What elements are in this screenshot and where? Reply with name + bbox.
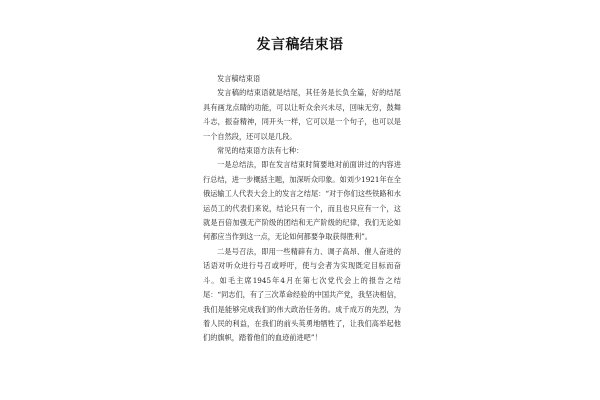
paragraph-intro: 发言稿的结束语就是结尾，其任务是长负全篇，好的结尾具有画龙点睛的功能，可以让听众余兴未尽，回味无穷，鼓舞斗志，振奋精神，同开头一样，它可以是一个句子，也可以是一个自然段，还可以是几段。	[203, 88, 401, 141]
paragraph-methods-heading: 常见的结束语方法有七种：	[217, 146, 304, 156]
document-title: 发言稿结束语	[256, 37, 344, 53]
paragraph-summary-method: 一是总结法，即在发言结束时简要地对前面讲过的内容进行总结，进一步概括主题，加深听众印象。如刘少1921年在全俄运输工人代表大会上的发言之结尾：“对于你们这些铁路和水运员工的代表们来说，结论只有一个，而且也只应有一个，这就是百倍加强无产阶级的团结和无产阶级的纪律，我们无论如何都应当作到这一点，无论如何都要争取获得胜利”。	[203, 160, 401, 242]
document-body	[203, 72, 401, 346]
paragraph-appeal-method: 二是号召法，即用一些精辟有力、调子高昂、催人奋进的话语对听众进行号召或呼吁，使与会者为实现既定目标而奋斗。如毛主席1945年4月在第七次党代会上的报告之结尾：“同志们，有了三次革命经验的中国共产党，我坚决相信，我们是能够完成我们的伟大政治任务的。成千成万的先烈，为着人民的利益，在我们的前头英勇地牺牲了，让我们高举起他们的旗帜，踏着他们的血迹前进吧”！	[203, 246, 401, 343]
paragraph-subtitle: 发言稿结束语	[217, 74, 261, 83]
